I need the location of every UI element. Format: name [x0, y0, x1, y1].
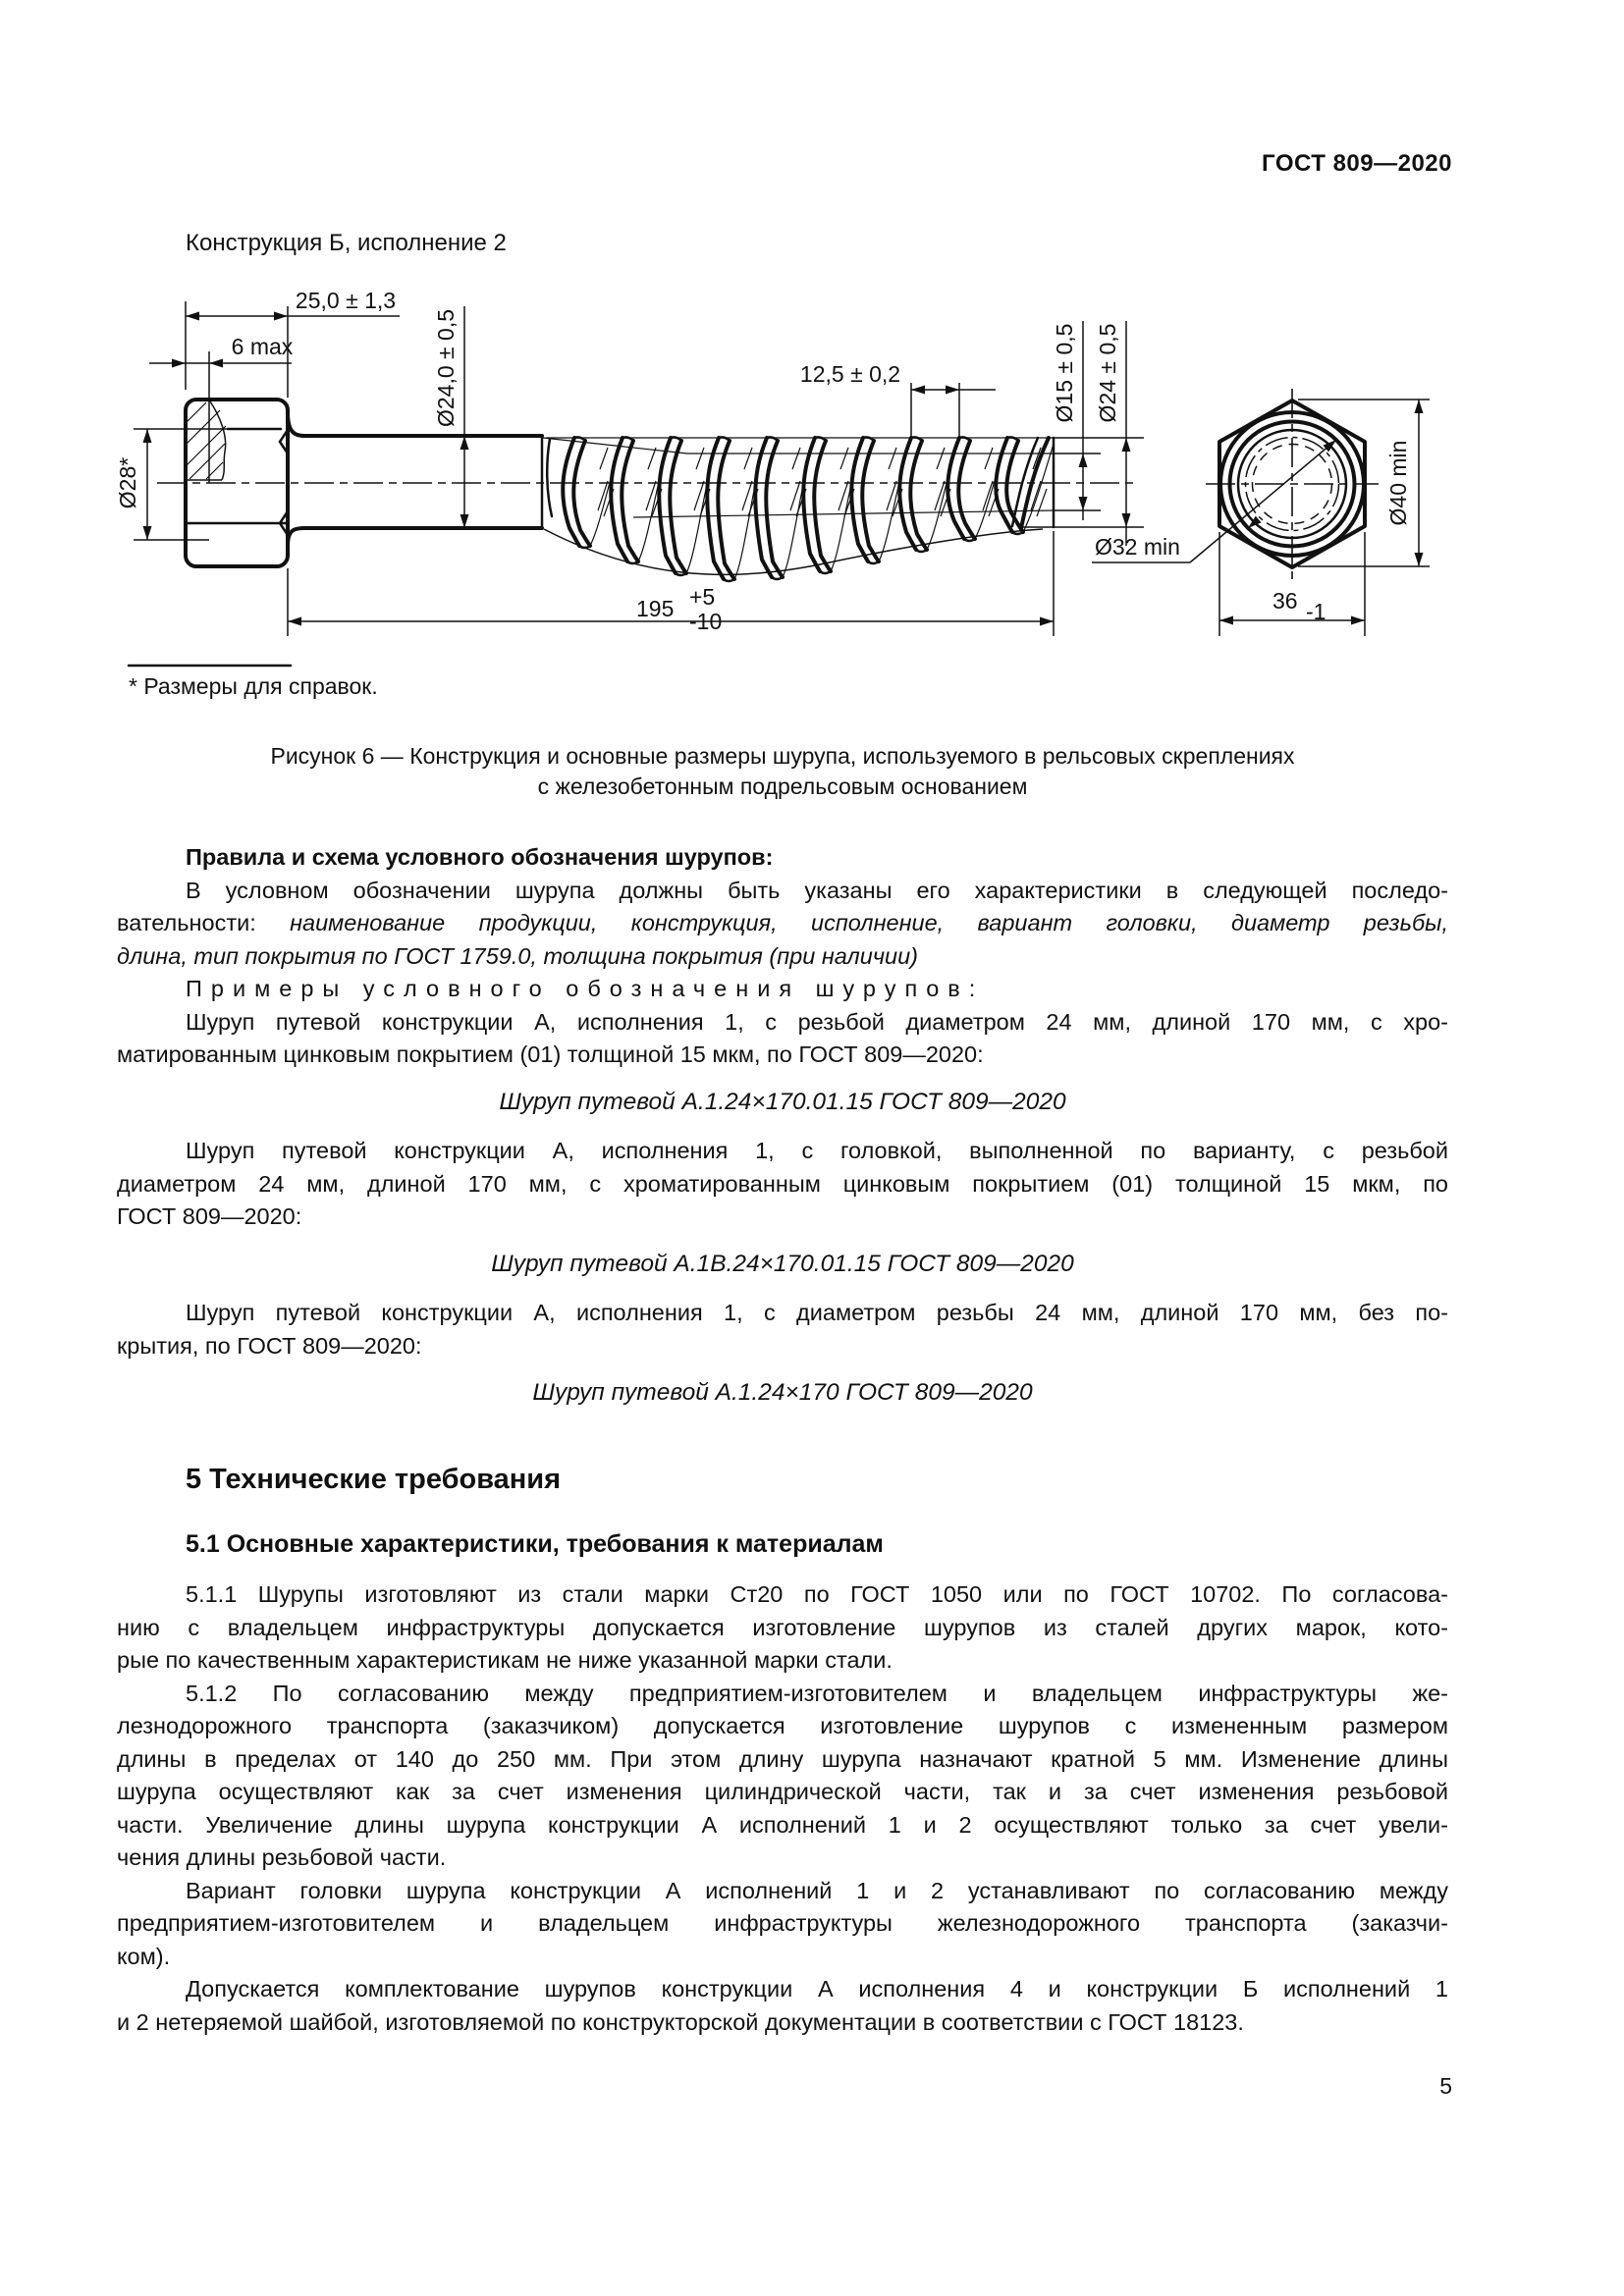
thread-curve: [910, 441, 927, 550]
text-line: [117, 1086, 1448, 1119]
text-segment: части. Увеличение длины шурупа конструкции А исполнений 1 и 2 осуществляют только за счет увели-: [117, 1811, 1448, 1838]
text-line: [117, 1528, 1448, 1562]
text-segment: Шуруп путевой А.1.24×170 ГОСТ 809—2020: [532, 1379, 1033, 1406]
text-line: [117, 1973, 1448, 2006]
text-line: [117, 940, 1448, 974]
block-body: [117, 1135, 1448, 1234]
thread-curve: [996, 438, 1012, 532]
head-end-view: [1206, 389, 1379, 579]
block-body: [117, 1875, 1448, 1974]
thread-curve: [670, 441, 686, 573]
dim-shank-diameter-label: Ø24,0 ± 0,5: [433, 308, 459, 428]
thread-curve: [803, 438, 820, 571]
text-segment: ГОСТ 809—2020:: [117, 1203, 302, 1229]
dim-bearing-circle-label: Ø32 min: [1095, 534, 1180, 560]
thread-curve: [899, 438, 916, 550]
screw-head: [186, 351, 288, 566]
text-line: [117, 1330, 1448, 1363]
thread-curve: [840, 448, 848, 469]
dim-corner-diameter-label: Ø40 min: [1385, 440, 1411, 526]
text-segment: Допускается комплектование шурупов конструкции А исполнения 4 и конструкции Б исполнений 1: [186, 1976, 1448, 2002]
text-line: [117, 1678, 1448, 1711]
block-body: [117, 1973, 1448, 2039]
thread-curve: [887, 481, 896, 510]
text-segment: наименование продукции, конструкция, исполнение, вариант головки, диаметр резьбы,: [290, 910, 1448, 935]
thread-curve: [676, 573, 686, 575]
section-hatch: [187, 402, 226, 479]
thread-curve: [600, 448, 608, 469]
text-segment: 5.1 Основные характеристики, требования к материалам: [186, 1529, 884, 1558]
text-line: [117, 841, 1448, 875]
text-line: [117, 1039, 1448, 1072]
text-segment: рые по качественным характеристикам не ниже указанной марки стали.: [117, 1647, 893, 1673]
dim-flange-label: 6 max: [231, 334, 294, 359]
block-body: [117, 1578, 1448, 1678]
text-segment: матированным цинковым покрытием (01) толщиной 15 мкм, по ГОСТ 809—2020:: [117, 1041, 984, 1067]
document-body: [117, 841, 1448, 2039]
text-line: [117, 1578, 1448, 1612]
text-segment: Вариант головки шурупа конструкции А исполнений 1 и 2 устанавливают по согласованию между: [186, 1877, 1448, 1903]
dim-head-length-label: 25,0 ± 1,3: [295, 288, 397, 313]
text-segment: 5.1.1 Шурупы изготовляют из стали марки Ст20 по ГОСТ 1050 или по ГОСТ 10702. По согласова-: [186, 1581, 1448, 1607]
thread-curve: [1012, 532, 1023, 534]
thread-curve: [627, 561, 638, 563]
thread-curve: [792, 448, 800, 469]
dim-head-diameter-label: Ø28*: [115, 456, 140, 509]
dim-across-flats-label: 36: [1272, 588, 1298, 614]
block-lead: [117, 841, 1448, 875]
text-segment: лезнодорожного транспорта (заказчиком) допускается изготовление шурупов с измененным размером: [117, 1713, 1448, 1738]
text-line: [117, 1907, 1448, 1941]
text-line: [117, 1612, 1448, 1645]
text-line: [117, 1201, 1448, 1234]
thread-curve: [983, 481, 993, 510]
text-line: [117, 973, 1448, 1006]
dim-shank-diameter: [433, 306, 469, 528]
thread-curve: [724, 579, 734, 581]
thread-curve: [611, 438, 627, 561]
dim-pitch-label: 12,5 ± 0,2: [799, 361, 901, 387]
text-segment: чения длины резьбовой части.: [117, 1844, 447, 1870]
thread-curve: [744, 448, 752, 469]
figure-caption-line1: Рисунок 6 — Конструкция и основные размеры шурупа, используемого в рельсовых скреплениях: [270, 743, 1295, 769]
text-line: [117, 1776, 1448, 1809]
thread-curve: [814, 441, 831, 571]
thread-curve: [573, 441, 590, 546]
thread-curve: [707, 438, 724, 579]
thread-curve: [622, 441, 638, 561]
figure-variant-label: Конструкция Б, исполнение 2: [186, 230, 507, 256]
block-example: [117, 1248, 1448, 1281]
text-segment: и 2 нетеряемой шайбой, изготовляемой по конструкторской документации в соответствии с ГОСТ 18123.: [117, 2008, 1244, 2035]
text-segment: нию с владельцем инфраструктуры допускается изготовление шурупов из сталей других марок, кото-: [117, 1614, 1448, 1640]
dim-core-diameter-label: Ø15 ± 0,5: [1052, 323, 1077, 423]
text-line: [117, 1168, 1448, 1201]
thread-curve: [868, 561, 879, 563]
text-line: [117, 1248, 1448, 1281]
text-line: [117, 907, 1448, 940]
block-body: [117, 1006, 1448, 1072]
figure-caption-line2: с железобетонным подрельсовым основанием: [537, 774, 1028, 799]
page-number: 5: [1439, 2073, 1452, 2099]
text-line: [117, 1006, 1448, 1040]
figure-footnote: * Размеры для справок.: [129, 673, 378, 699]
thread-curve: [659, 438, 676, 573]
text-segment: Правила и схема условного обозначения шурупов:: [186, 844, 774, 870]
dim-total-length: [288, 531, 1054, 636]
text-line: [117, 1376, 1448, 1410]
text-line: [117, 2006, 1448, 2040]
text-segment: В условном обозначении шурупа должны быть указаны его характеристики в следующей последо-: [186, 877, 1448, 903]
thread-curve: [862, 441, 879, 561]
text-line: [117, 1809, 1448, 1842]
block-body: [117, 875, 1448, 974]
dim-flange: [149, 334, 294, 368]
screw-thread: [543, 437, 1054, 581]
dim-thread-diameter-label: Ø24 ± 0,5: [1095, 323, 1120, 423]
text-line: [117, 1135, 1448, 1168]
thread-curve: [579, 546, 590, 548]
text-segment: Шуруп путевой А.1В.24×170.01.15 ГОСТ 809—2020: [491, 1250, 1074, 1277]
block-h51: [117, 1528, 1448, 1562]
text-line: [117, 1461, 1448, 1498]
text-segment: Шуруп путевой А.1.24×170.01.15 ГОСТ 809—2020: [499, 1088, 1066, 1115]
thread-curve: [766, 441, 783, 577]
text-segment: Примеры условного обозначения шурупов:: [186, 976, 985, 1001]
thread-curve: [889, 448, 896, 469]
dim-total-length-label: 195: [636, 596, 675, 621]
thread-curve: [851, 438, 868, 561]
thread-curve: [563, 438, 579, 546]
thread-curve: [820, 571, 831, 573]
thread-curve: [718, 441, 734, 579]
text-segment: ком).: [117, 1943, 171, 1969]
thread-curve: [916, 550, 927, 552]
thread-curve: [964, 539, 975, 541]
page-header: ГОСТ 809—2020: [1262, 150, 1452, 177]
thread-curve: [646, 481, 656, 510]
thread-curve: [755, 438, 772, 577]
text-line: [117, 875, 1448, 908]
figure-drawing: [108, 275, 1443, 667]
dim-core-diameter: [1052, 321, 1101, 520]
text-line: [117, 1941, 1448, 1974]
block-spaced: [117, 973, 1448, 1006]
block-body: [117, 1297, 1448, 1362]
text-segment: диаметром 24 мм, длиной 170 мм, с хроматированным цинковым покрытием (01) толщиной 15 мкм, по: [117, 1170, 1448, 1197]
block-example: [117, 1376, 1448, 1410]
text-segment: предприятием-изготовителем и владельцем инфраструктуры железнодорожного транспорта (заказчи-: [117, 1910, 1448, 1936]
screw-side-view: [157, 351, 1139, 581]
block-example: [117, 1086, 1448, 1119]
screw-shank: [288, 416, 542, 543]
thread-curve: [696, 448, 704, 469]
thread-curve: [937, 448, 945, 469]
text-segment: Шуруп путевой конструкции А, исполнения 1, с головкой, выполненной по варианту, с резьбой: [186, 1138, 1448, 1163]
text-line: [117, 1297, 1448, 1330]
thread-curve: [648, 448, 656, 469]
text-segment: шурупа осуществляют как за счет изменения цилиндрической части, так и за счет изменения резьбовой: [117, 1779, 1448, 1804]
dim-pitch: [800, 361, 996, 438]
text-segment: длина, тип покрытия по ГОСТ 1759.0, толщина покрытия (при наличии): [117, 942, 919, 969]
text-line: [117, 1644, 1448, 1678]
text-segment: длины в пределах от 140 до 250 мм. При этом длину шурупа назначают кратной 5 мм. Изменение длины: [117, 1745, 1448, 1772]
dim-across-flats-sub: -1: [1306, 599, 1326, 624]
block-h5: [117, 1461, 1448, 1498]
thread-curve: [547, 439, 552, 516]
text-line: [117, 1743, 1448, 1777]
text-segment: вательности:: [117, 910, 291, 935]
text-segment: крытия, по ГОСТ 809—2020:: [117, 1332, 422, 1359]
block-body: [117, 1678, 1448, 1875]
thread-curve: [985, 448, 993, 469]
text-segment: Шуруп путевой конструкции А, исполнения 1, с резьбой диаметром 24 мм, длиной 170 мм, с хро-: [186, 1008, 1448, 1035]
text-line: [117, 1875, 1448, 1908]
text-line: [117, 1710, 1448, 1743]
thread-curve: [772, 577, 783, 579]
text-segment: 5.1.2 По согласованию между предприятием-изготовителем и владельцем инфраструктуры же-: [186, 1680, 1448, 1706]
dim-total-length-sup: +5: [689, 584, 716, 610]
thread-curve: [958, 441, 975, 539]
text-segment: 5 Технические требования: [186, 1463, 562, 1495]
text-segment: Шуруп путевой конструкции А, исполнения 1, с диаметром резьбы 24 мм, длиной 170 мм, без по-: [186, 1300, 1448, 1325]
dim-total-length-sub: -10: [689, 609, 723, 634]
text-line: [117, 1842, 1448, 1875]
